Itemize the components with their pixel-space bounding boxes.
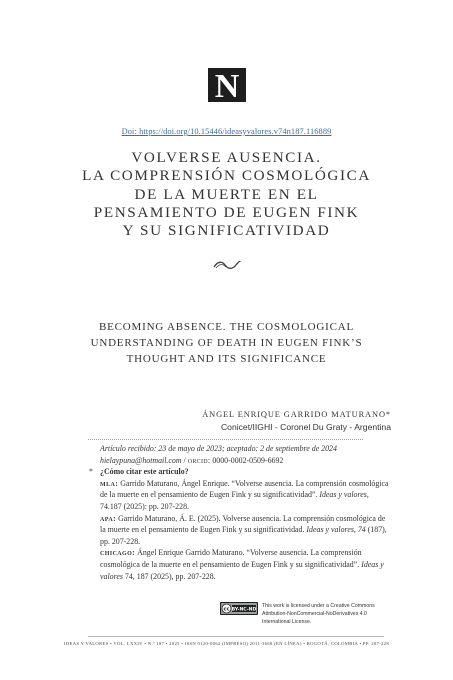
apa-text-end: (187), pp. 207-228. [100,525,387,546]
author-affiliation: Conicet/IIGHI - Coronel Du Graty - Argentina [220,422,391,432]
author-email[interactable]: hielaypuna@hotmail.com [100,455,182,465]
title-es-line: LA COMPRENSIÓN COSMOLÓGICA [82,167,371,185]
author-name: ÁNGEL ENRIQUE GARRIDO MATURANO* [202,410,391,419]
cc-badge-text: BY-NC-ND [231,607,257,613]
journal-footer: IDEAS Y VALORES • VOL. LXXIV • N.º 187 • 2025 • ISSN 0120-0062 (IMPRESO) 2011-3668 (EN LÍNEA) • BOGOTÁ, COLOMBIA • PP. 207-228 [64,641,389,646]
article-notes [100,443,392,582]
notes-divider [88,439,363,440]
citation-apa [100,513,392,548]
mla-label: mla: [100,478,119,488]
mla-journal: Ideas y valores [319,490,367,500]
mla-text-end: , 74.187 (2025): pp. 207-228. [100,490,369,511]
chicago-label: chicago: [100,548,136,558]
doi-link[interactable]: Doi: https://doi.org/10.15446/ideasyvalores.v74n187.116889 [121,127,332,136]
article-title-en [0,320,453,367]
orcid-label: orcid: [187,455,211,465]
apa-text: Garrido Maturano, Á. E. (2025). Volverse ausencia. La comprensión cosmológica de la muerte en el pensamiento de Eugen Fink y su significatividad. [100,513,386,535]
article-title-es [0,149,453,240]
title-en-line: UNDERSTANDING OF DEATH IN EUGEN FINK’S [90,336,363,349]
apa-label: apa: [100,513,117,523]
citation-mla [100,478,392,513]
title-es-line: DE LA MUERTE EN EL [134,185,319,203]
apa-journal: Ideas y valores, 74 [306,525,366,535]
license-text: This work is licensed under a Creative Commons Attribution-NonCommercial-NoDerivatives 4.0 International License. [262,603,375,625]
received-date: Artículo recibido: 23 de mayo de 2023; aceptado: 2 de septiembre de 2024 [100,444,337,453]
how-to-cite-heading: ¿Cómo citar este artículo? [100,467,189,477]
contact-line [100,455,392,467]
chicago-text-end: 74, 187 (2025), pp. 207-228. [122,571,216,581]
title-es-line: Y SU SIGNIFICATIVIDAD [122,222,331,240]
mla-text: Garrido Maturano, Ángel Enrique. “Volverse ausencia. La comprensión cosmológica de la muerte en el pensamiento de Eugen Fink y su significatividad”. [100,478,389,500]
ornament-squiggle-icon [212,259,242,271]
title-es-line: PENSAMIENTO DE EUGEN FINK [93,203,360,221]
title-es-line: VOLVERSE AUSENCIA. [131,149,322,166]
cc-license-badge-icon[interactable] [220,602,258,615]
chicago-journal: Ideas y valores [100,559,384,581]
journal-logo-icon [208,68,246,102]
orcid-value[interactable]: 0000-0002-0509-6692 [210,455,284,465]
chicago-text: Ángel Enrique Garrido Maturano. “Volverse ausencia. La comprensión cosmológica de la muerte en el pensamiento de Eugen Fink y su significatividad”. [100,548,362,569]
separator: / [181,455,188,465]
footnote-star: * [89,467,93,476]
footer-divider [88,636,384,637]
logo-letter: N [214,68,240,102]
citation-chicago [100,547,392,582]
title-en-line: BECOMING ABSENCE. THE COSMOLOGICAL [99,321,354,333]
title-en-line: THOUGHT AND ITS SIGNIFICANCE [126,352,327,365]
svg-text:cc: cc [223,606,230,613]
